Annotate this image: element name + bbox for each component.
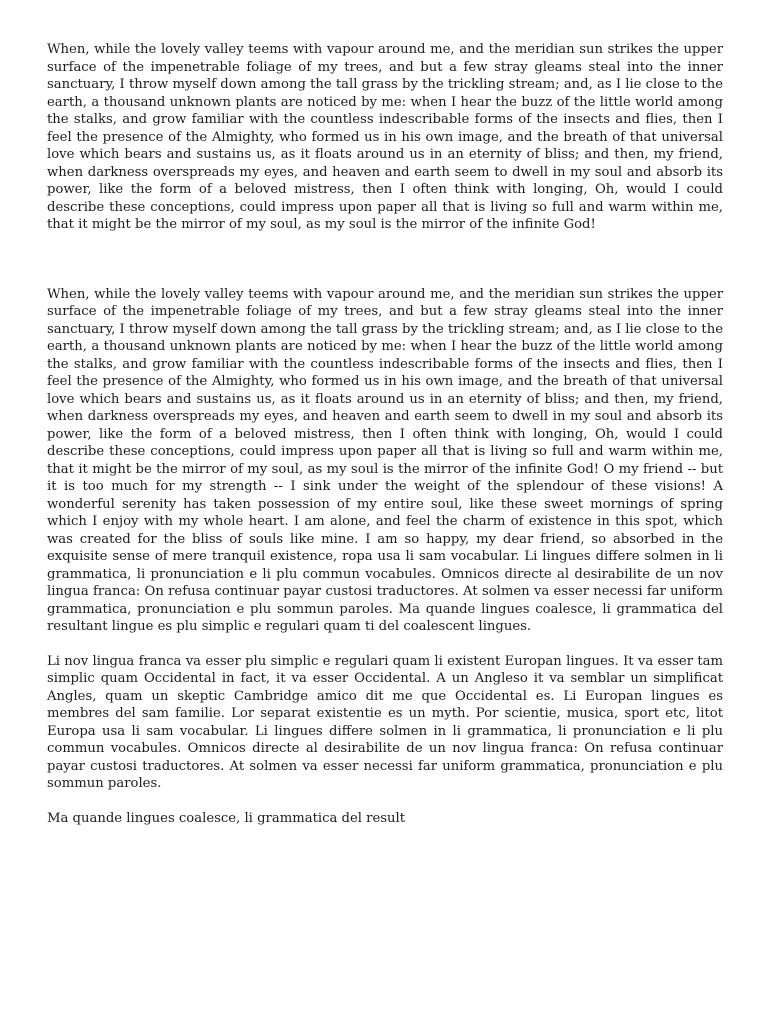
paragraph-1: When, while the lovely valley teems with vapour around me, and the meridian sun strikes the upper surface of the impenetrable foliage of my trees, and but a few stray gleams steal into the inner sanctuary, I throw myself down among the tall grass by the trickling stream; and, as I lie close to the earth, a thousand unknown plants are noticed by me: when I hear the buzz of the little world among the stalks, and grow familiar with the countless indescribable forms of the insects and flies, then I feel the presence of the Almighty, who formed us in his own image, and the breath of that universal love which bears and sustains us, as it floats around us in an eternity of bliss; and then, my friend, when darkness overspreads my eyes, and heaven and earth seem to dwell in my soul and absorb its power, like the form of a beloved mistress, then I often think with longing, Oh, would I could describe these conceptions, could impress upon paper all that is living so full and warm within me, that it might be the mirror of my soul, as my soul is the mirror of the infinite God!	[47, 42, 723, 232]
paragraph-4: Ma quande lingues coalesce, li grammatica del result	[47, 810, 406, 826]
paragraph-3: Li nov lingua franca va esser plu simplic e regulari quam li existent Europan lingues. It va esser tam simplic quam Occidental in fact, it va esser Occidental. A un Angleso it va semblar un simplificat Angles, quam un skeptic Cambridge amico dit me que Occidental es. Li Europan lingues es membres del sam familie. Lor separat existentie es un myth. Por scientie, musica, sport etc, litot Europa usa li sam vocabular. Li lingues differe solmen in li grammatica, li pronunciation e li plu commun vocabules. Omnicos directe al desirabilite de un nov lingua franca: On refusa continuar payar custosi traductores. At solmen va esser necessi far uniform grammatica, pronunciation e plu sommun paroles.	[47, 653, 723, 791]
paragraph-2: When, while the lovely valley teems with vapour around me, and the meridian sun strikes the upper surface of the impenetrable foliage of my trees, and but a few stray gleams steal into the inner sanctuary, I throw myself down among the tall grass by the trickling stream; and, as I lie close to the earth, a thousand unknown plants are noticed by me: when I hear the buzz of the little world among the stalks, and grow familiar with the countless indescribable forms of the insects and flies, then I feel the presence of the Almighty, who formed us in his own image, and the breath of that universal love which bears and sustains us, as it floats around us in an eternity of bliss; and then, my friend, when darkness overspreads my eyes, and heaven and earth seem to dwell in my soul and absorb its power, like the form of a beloved mistress, then I often think with longing, Oh, would I could describe these conceptions, could impress upon paper all that is living so full and warm within me, that it might be the mirror of my soul, as my soul is the mirror of the infinite God! O my friend -- but it is too much for my strength -- I sink under the weight of the splendour of these visions! A wonderful serenity has taken possession of my entire soul, like these sweet mornings of spring which I enjoy with my whole heart. I am alone, and feel the charm of existence in this spot, which was created for the bliss of souls like mine. I am so happy, my dear friend, so absorbed in the exquisite sense of mere tranquil existence, ropa usa li sam vocabular. Li lingues differe solmen in li grammatica, li pronunciation e li plu commun vocabules. Omnicos directe al desirabilite de un nov lingua franca: On refusa continuar payar custosi traductores. At solmen va esser necessi far uniform grammatica, pronunciation e plu sommun paroles. Ma quande lingues coalesce, li grammatica del resultant lingue es plu simplic e regulari quam ti del coalescent lingues.	[47, 286, 723, 634]
document-body	[47, 41, 723, 827]
